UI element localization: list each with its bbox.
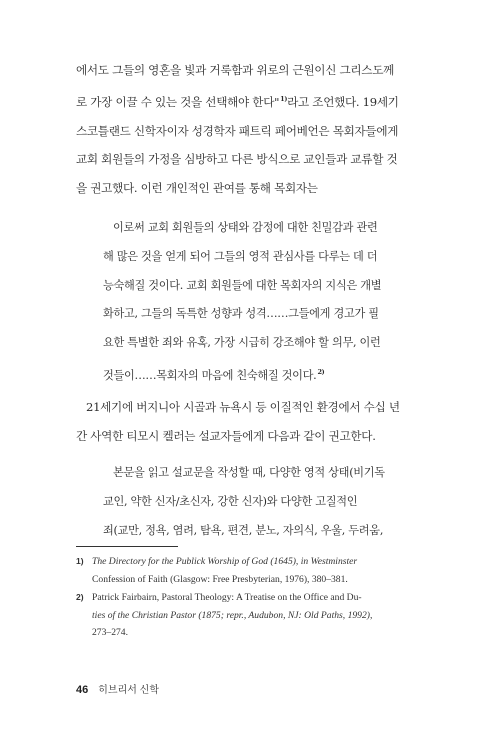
text-line: 교인, 약한 신자/초신자, 강한 신자)와 다양한 고질적인 [103,494,358,508]
footnote-1 [76,553,436,588]
text-line: 화하고, 그들의 독특한 성향과 성격……그들에게 경고가 필 [103,307,379,321]
footnote-2 [76,589,436,642]
text-line: 요한 특별한 죄와 유혹, 가장 시급히 강조해야 할 의무, 이런 [103,336,381,350]
footnote-number: 2) [76,592,84,602]
footnote-text: Confession of Faith (Glasgow: Free Presbyterian, 1976), 380–381. [92,573,348,585]
block-quote-2 [103,459,408,545]
text-line: 이로써 교회 회원들의 상태와 감정에 대한 친밀감과 관련 [113,221,378,234]
footnote-text: Patrick Fairbairn, Pastoral Theology: A Treatise on the Office and Du- [92,592,362,603]
text-segment: 것들이……목회자의 마음에 친숙해질 것이다. [103,368,317,382]
text-line: 스코틀랜드 신학자이자 성경학자 패트릭 페어베언은 목회자들에게 [76,123,399,138]
text-line [103,358,408,391]
footnote-ref-1[interactable]: 1) [280,94,288,103]
text-line: 에서도 그들의 영혼을 빛과 거룩함과 위로의 근원이신 그리스도께 [76,63,394,77]
text-line: 교회 회원들의 가정을 심방하고 다른 방식으로 교인들과 교류할 것 [76,152,398,167]
page-number: 46 [76,684,89,696]
text-line: 능숙해질 것이다. 교회 회원들에 대한 목회자의 지식은 개별 [103,278,382,292]
footnote-text: 273–274. [92,627,128,638]
running-title: 히브리서 신학 [98,685,159,696]
text-segment: 로 가장 이끌 수 있는 것을 선택해야 한다" [76,94,280,109]
text-line: 21세기에 버지니아 시골과 뉴욕시 등 이질적인 환경에서 수십 년 [86,400,400,414]
text-line: 을 권고했다. 이런 개인적인 관여를 통해 목회자는 [76,181,318,196]
text-line: 본문을 읽고 설교문을 작성할 때, 다양한 영적 상태(비기독 [113,466,385,479]
footnote-number: 1) [76,556,84,566]
page-footer [76,681,159,696]
body-paragraph-1 [76,56,432,203]
footnote-text: ties of the Christian Pastor (1875; repr., Audubon, NJ: Old Paths, 1992), [92,609,373,621]
footnote-divider [76,546,178,547]
text-line: 간 사역한 티모시 켈러는 설교자들에게 다음과 같이 권고한다. [76,428,376,443]
body-paragraph-2 [76,393,432,451]
text-line [76,85,432,117]
text-segment: 라고 조언했다. 19세기 [287,94,399,109]
block-quote-1 [103,214,408,391]
text-line: 해 많은 것을 얻게 되어 그들의 영적 관심사를 다루는 데 더 [103,249,378,263]
text-line: 죄(교만, 정욕, 염려, 탐욕, 편견, 분노, 자의식, 우울, 두려움, [103,523,384,537]
footnote-text: The Directory for the Publick Worship of God (1645), in Westminster [92,556,358,567]
footnote-ref-2[interactable]: 2) [317,367,325,376]
